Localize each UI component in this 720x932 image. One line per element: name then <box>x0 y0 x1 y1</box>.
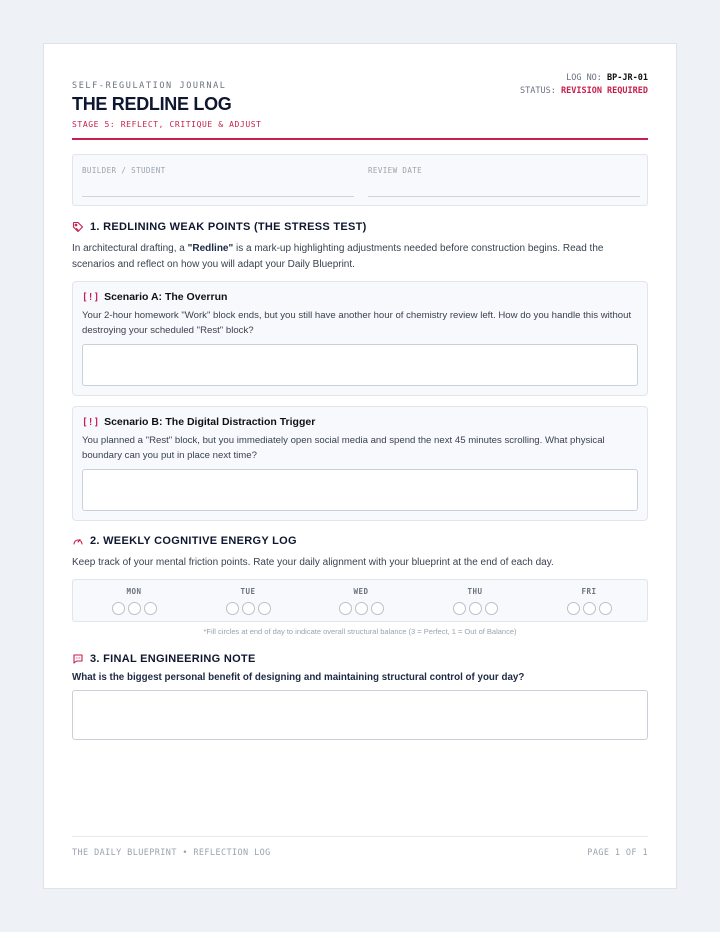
day-column-tue <box>218 587 278 615</box>
log-number: BP-JR-01 <box>607 73 648 83</box>
rating-circle[interactable] <box>355 602 368 615</box>
review-date-label: REVIEW DATE <box>368 166 423 175</box>
rating-circle[interactable] <box>339 602 352 615</box>
section3-title: 3. FINAL ENGINEERING NOTE <box>90 653 256 665</box>
rating-circle[interactable] <box>371 602 384 615</box>
scenario-b-answer-input[interactable] <box>82 469 638 511</box>
rating-circle[interactable] <box>226 602 239 615</box>
energy-log-note: *Fill circles at end of day to indicate overall structural balance (3 = Perfect, 1 = Out of Balance) <box>203 627 517 636</box>
page-header <box>72 74 648 140</box>
section1-intro <box>72 241 648 273</box>
day-column-fri <box>559 587 619 615</box>
section1-heading <box>72 221 367 233</box>
intro-text-cont: is a mark-up highlighting adjustments needed before construction begins. Read the scenarios and reflect on how you will adapt your Daily Blueprint. <box>72 243 604 270</box>
day-label: WED <box>353 587 369 596</box>
rating-circle[interactable] <box>242 602 255 615</box>
section1-title: 1. REDLINING WEAK POINTS (THE STRESS TEST) <box>90 221 367 233</box>
final-answer-input[interactable] <box>72 690 648 740</box>
tag-icon <box>72 221 84 233</box>
day-label: FRI <box>581 587 597 596</box>
rating-circle[interactable] <box>258 602 271 615</box>
scenario-a-answer-input[interactable] <box>82 344 638 386</box>
section2-intro: Keep track of your mental friction points. Rate your daily alignment with your blueprint at the end of each day. <box>72 557 554 568</box>
day-column-thu <box>445 587 505 615</box>
rating-circle[interactable] <box>583 602 596 615</box>
stage-label: STAGE 5: REFLECT, CRITIQUE & ADJUST <box>72 120 262 129</box>
student-info-box <box>72 154 648 206</box>
builder-label: BUILDER / STUDENT <box>82 166 166 175</box>
gauge-icon <box>72 535 84 547</box>
section2-heading <box>72 535 297 547</box>
section2-title: 2. WEEKLY COGNITIVE ENERGY LOG <box>90 535 297 547</box>
scenario-a-title: Scenario A: The Overrun <box>104 291 228 303</box>
scenario-card-a <box>72 281 648 396</box>
status-label: STATUS: <box>520 86 556 96</box>
log-meta <box>520 72 648 98</box>
scenario-title <box>82 416 315 428</box>
rating-circle[interactable] <box>469 602 482 615</box>
section3-heading <box>72 653 256 665</box>
day-label: MON <box>126 587 142 596</box>
scenario-b-title: Scenario B: The Digital Distraction Trigger <box>104 416 316 428</box>
footer-title: THE DAILY BLUEPRINT • REFLECTION LOG <box>72 848 271 858</box>
journal-kicker: SELF-REGULATION JOURNAL <box>72 81 227 91</box>
chat-icon <box>72 653 84 665</box>
scenario-a-text: Your 2-hour homework "Work" block ends, but you still have another hour of chemistry review left. How do you handle this without destroying your scheduled "Rest" block? <box>82 310 632 336</box>
final-question: What is the biggest personal benefit of designing and maintaining structural control of your day? <box>72 672 525 683</box>
day-column-mon <box>104 587 164 615</box>
rating-circle[interactable] <box>144 602 157 615</box>
intro-text: In architectural drafting, a <box>72 243 188 254</box>
review-date-field[interactable] <box>368 196 640 197</box>
alert-marker: [!] <box>82 417 100 428</box>
page-footer <box>72 836 648 858</box>
builder-field[interactable] <box>82 196 354 197</box>
scenario-title <box>82 291 227 303</box>
redline-term: "Redline" <box>187 243 234 254</box>
day-label: THU <box>467 587 483 596</box>
rating-circle[interactable] <box>485 602 498 615</box>
day-label: TUE <box>240 587 256 596</box>
journal-page <box>43 43 677 889</box>
rating-circle[interactable] <box>112 602 125 615</box>
page-number: PAGE 1 OF 1 <box>587 848 648 858</box>
scenario-card-b <box>72 406 648 521</box>
status-badge: REVISION REQUIRED <box>561 86 648 96</box>
scenario-b-text: You planned a "Rest" block, but you immediately open social media and spend the next 45 minutes scrolling. What physical boundary can you put in place next time? <box>82 435 605 461</box>
rating-circle[interactable] <box>453 602 466 615</box>
page-title: THE REDLINE LOG <box>72 94 232 114</box>
rating-circle[interactable] <box>128 602 141 615</box>
log-number-label: LOG NO: <box>566 73 602 83</box>
energy-log-grid <box>72 579 648 622</box>
day-column-wed <box>331 587 391 615</box>
rating-circle[interactable] <box>567 602 580 615</box>
alert-marker: [!] <box>82 292 100 303</box>
rating-circle[interactable] <box>599 602 612 615</box>
